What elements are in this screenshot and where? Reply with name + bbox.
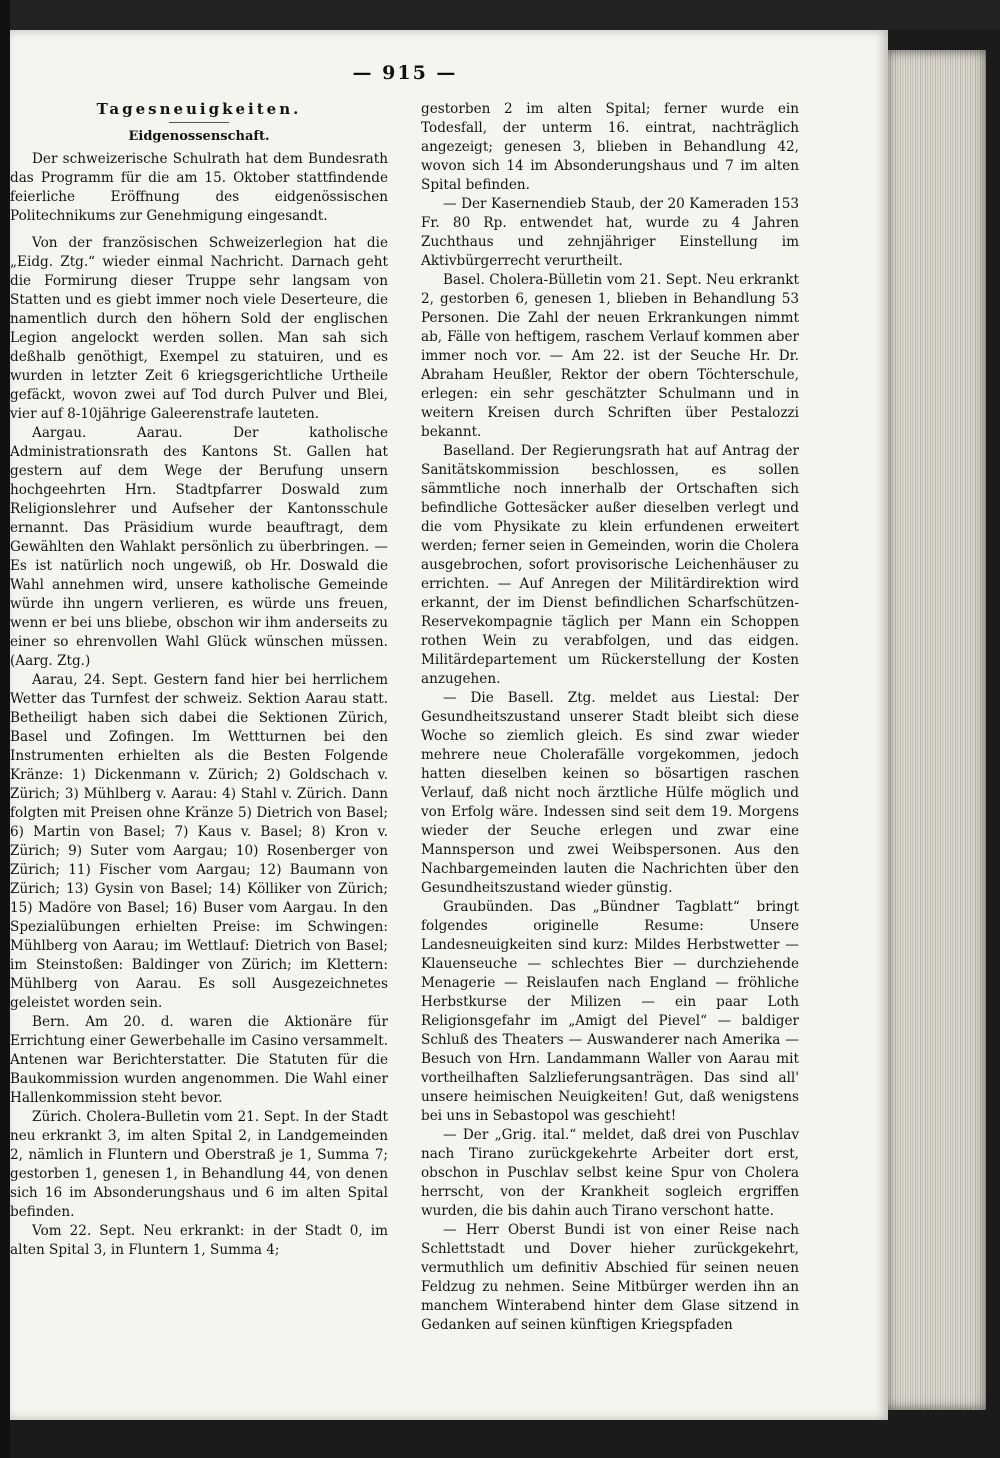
article-paragraph: Baselland. Der Regierungsrath hat auf Antrag der Sanitätskommission beschlossen, es sollen sämmtliche noch innerhalb der Ortschaften sich befindliche Gottesäcker außer dieselben verlegt und die vom Physikate zu klein erfundenen erweitert werden; ferner seien in Gemeinden, worin die Cholera ausgebrochen, sofort provisorische Leichenhäuser zu errichten. — Auf Anregen der Militärdirektion wird erkannt, der im Dienst befindlichen Scharfschützen-Reservekompagnie täglich per Mann ein Schoppen rothen Wein zu verabfolgen, und das eidgen. Militärdepartement um Rückerstellung der Kosten anzugehen.	[421, 443, 799, 687]
article-paragraph: Basel. Cholera-Bülletin vom 21. Sept. Neu erkrankt 2, gestorben 6, genesen 1, blieben in Behandlung 53 Personen. Die Zahl der neuen Erkrankungen nimmt ab, Fälle von heftigem, raschem Verlauf kommen aber immer noch vor. — Am 22. ist der Seuche Hr. Dr. Abraham Heußler, Rektor der obern Töchterschule, erlegen: ein sehr geschätzter Schulmann und in weitern Kreisen durch Schriften über Pestalozzi bekannt.	[421, 272, 799, 440]
article-paragraph: — Der „Grig. ital.“ meldet, daß drei von Puschlav nach Tirano zurückgekehrte Arbeiter dort erst, obschon in Puschlav selbst keine Spur von Cholera herrscht, von der Krankheit sogleich ergriffen wurden, die bis dahin auch Tirano verschont hatte.	[421, 1127, 799, 1219]
heading-rule	[169, 122, 229, 123]
article-paragraph: — Herr Oberst Bundi ist von einer Reise nach Schlettstadt und Dover hieher zurückgekehrt, vermuthlich um definitiv Abschied für seinen neuen Feldzug zu nehmen. Seine Mitbürger werden ihn an manchem Winterabend hinter dem Glase sitzend in Gedanken auf seinen künftigen Kriegspfaden	[421, 1222, 799, 1333]
right-column	[421, 100, 799, 1335]
article-paragraph: — Der Kasernendieb Staub, der 20 Kameraden 153 Fr. 80 Rp. entwendet hat, wurde zu 4 Jahren Zuchthaus und zehnjähriger Einstellung im Aktivbürgerrecht verurtheilt.	[421, 196, 799, 269]
article-paragraph: Der schweizerische Schulrath hat dem Bundesrath das Programm für die am 15. Oktober stattfindende feierliche Eröffnung des eidgenössischen Politechnikums zur Genehmigung eingesandt.	[10, 151, 388, 224]
article-paragraph: — Die Basell. Ztg. meldet aus Liestal: Der Gesundheitszustand unserer Stadt bleibt sich diese Woche so ziemlich gleich. Es sind zwar wieder mehrere neue Cholerafälle vorgekommen, jedoch hatten dieselben keinen so bösartigen raschen Verlauf, daß nicht noch ärztliche Hülfe möglich und von Erfolg wäre. Indessen sind seit dem 19. Morgens wieder der Seuche erlegen und zwar eine Mannsperson und zwei Weibspersonen. Aus den Nachbargemeinden lauten die Nachrichten über den Gesundheitszustand wieder günstig.	[421, 690, 799, 896]
left-column	[10, 100, 388, 1260]
scan-left-border	[0, 0, 10, 1458]
article-paragraph: Graubünden. Das „Bündner Tagblatt“ bringt folgendes originelle Resume: Unsere Landesneuigkeiten sind kurz: Mildes Herbstwetter — Klauenseuche — schlechtes Bier — durchziehende Menagerie — Reislaufen nach England — fröhliche Herbstkurse der Milizen — ein paar Loth Religionsgefahr im „Amigt del Pievel“ — baldiger Schluß des Theaters — Auswanderer nach Amerika — Besuch von Hrn. Landammann Waller von Aarau mit vortheilhaften Salzlieferungsanträgen. Das sind all' unsere heimischen Neuigkeiten! Gut, daß wenigstens bei uns in Sebastopol was geschieht!	[421, 899, 799, 1124]
article-paragraph: Von der französischen Schweizerlegion hat die „Eidg. Ztg.“ wieder einmal Nachricht. Darnach geht die Formirung dieser Truppe sehr langsam von Statten und es giebt immer noch viele Deserteure, die namentlich durch den höhern Sold der englischen Legion angelockt werden sollen. Man sah sich deßhalb genöthigt, Exempel zu statuiren, und es wurden in letzter Zeit 6 kriegsgerichtliche Urtheile gefäckt, wovon zwei auf Tod durch Pulver und Blei, vier auf 8-10jährige Galeerenstrafe lauteten.	[10, 235, 388, 422]
article-paragraph: Aarau, 24. Sept. Gestern fand hier bei herrlichem Wetter das Turnfest der schweiz. Sektion Aarau statt. Betheiligt haben sich dabei die Sektionen Zürich, Basel und Zofingen. Im Wettturnen bei den Instrumenten erhielten als die Besten Folgende Kränze: 1) Dickenmann v. Zürich; 2) Goldschach v. Zürich; 3) Mühlberg v. Aarau: 4) Stahl v. Zürich. Dann folgten mit Preisen ohne Kränze 5) Dietrich von Basel; 6) Martin von Basel; 7) Kaus v. Basel; 8) Kron v. Zürich; 9) Suter vom Aargau; 10) Rosenberger von Zürich; 11) Fischer vom Aargau; 12) Baumann von Zürich; 13) Gysin von Basel; 14) Kölliker von Zürich; 15) Madöre von Basel; 16) Buser vom Aargau. In den Spezialübungen erhielten Preise: im Schwingen: Mühlberg von Aarau; im Wettlauf: Dietrich von Basel; im Steinstoßen: Baldinger von Zürich; im Klettern: Mühlberg von Aarau. Es soll Ausgezeichnetes geleistet worden sein.	[10, 672, 388, 1011]
section-heading: Tagesneuigkeiten.	[96, 100, 302, 118]
article-paragraph: Bern. Am 20. d. waren die Aktionäre für Errichtung einer Gewerbehalle im Casino versammelt. Antenen war Berichterstatter. Die Statuten für die Baukommission wurden angenommen. Die Wahl einer Hallenkommission steht bevor.	[10, 1014, 388, 1106]
book-page-edges	[886, 50, 986, 1410]
section-subheading: Eidgenossenschaft.	[128, 129, 270, 144]
article-paragraph: Vom 22. Sept. Neu erkrankt: in der Stadt 0, im alten Spital 3, in Fluntern 1, Summa 4;	[10, 1223, 388, 1258]
article-paragraph: Aargau. Aarau. Der katholische Administrationsrath des Kantons St. Gallen hat gestern auf dem Wege der Berufung unsern hochgeehrten Hrn. Stadtpfarrer Doswald zum Religionslehrer und Aufseher der Kantonsschule ernannt. Das Präsidium wurde beauftragt, dem Gewählten den Wahlakt persönlich zu überbringen. — Es ist natürlich noch ungewiß, ob Hr. Doswald die Wahl annehmen wird, unsere katholische Gemeinde würde ihn ungern verlieren, es würde uns freuen, wenn er bei uns bliebe, obschon wir ihm anderseits zu einer so ehrenvollen Wahl Glück wünschen müssen. (Aarg. Ztg.)	[10, 425, 388, 669]
article-paragraph: Zürich. Cholera-Bulletin vom 21. Sept. In der Stadt neu erkrankt 3, im alten Spital 2, in Landgemeinden 2, nämlich in Fluntern und Oberstraß je 1, Summa 7; gestorben 1, genesen 1, in Behandlung 44, von denen sich 16 im Absonderungshaus und 6 im alten Spital befinden.	[10, 1109, 388, 1220]
article-paragraph: gestorben 2 im alten Spital; ferner wurde ein Todesfall, der unterm 16. eintrat, nachträglich angezeigt; genesen 3, blieben in Behandlung 42, wovon sich 14 im Absonderungshaus und 7 im alten Spital befinden.	[421, 101, 799, 193]
scan-top-border	[0, 0, 1000, 30]
page-number: — 915 —	[352, 62, 458, 84]
